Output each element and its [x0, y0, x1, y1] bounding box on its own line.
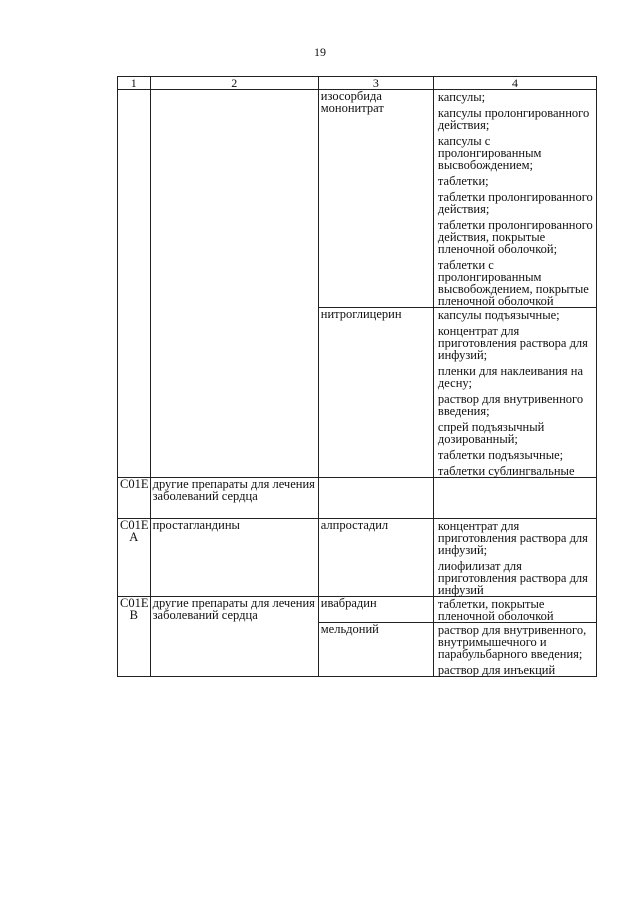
- dosage-form: капсулы;: [437, 90, 486, 104]
- dosage-form: капсулы с пролонгированным высвобождением;: [437, 134, 542, 172]
- column-header: 1: [118, 77, 151, 90]
- column-header: 4: [433, 77, 596, 90]
- page-number: 19: [314, 45, 326, 59]
- group-cell: другие препараты для лечения заболеваний сердца: [150, 597, 318, 677]
- dosage-form: лиофилизат для приготовления раствора для инфузий: [437, 559, 588, 597]
- atc-code-cell: C01E B: [118, 597, 151, 677]
- dosage-forms-cell: [433, 519, 596, 597]
- group-cell: простагландины: [150, 519, 318, 597]
- dosage-form: капсулы пролонгированного действия;: [437, 106, 590, 132]
- substance-cell: алпростадил: [318, 519, 433, 597]
- dosage-forms-cell: [433, 90, 596, 308]
- dosage-form: спрей подъязычный дозированный;: [437, 420, 545, 446]
- substance-cell: мельдоний: [318, 623, 433, 677]
- column-header: 2: [150, 77, 318, 90]
- atc-code-cell: [118, 90, 151, 478]
- table-row: [118, 597, 597, 623]
- table-row: [118, 519, 597, 597]
- dosage-forms-cell: [433, 308, 596, 478]
- table-row: [118, 478, 597, 519]
- dosage-form: раствор для внутривенного, внутримышечного и парабульбарного введения;: [437, 623, 587, 661]
- column-header: 3: [318, 77, 433, 90]
- dosage-form: концентрат для приготовления раствора для инфузий;: [437, 324, 588, 362]
- dosage-form: раствор для внутривенного введения;: [437, 392, 584, 418]
- dosage-forms-cell: [433, 623, 596, 677]
- dosage-form: таблетки, покрытые пленочной оболочкой: [437, 597, 554, 623]
- group-cell: другие препараты для лечения заболеваний сердца: [150, 478, 318, 519]
- dosage-form: концентрат для приготовления раствора для инфузий;: [437, 519, 588, 557]
- dosage-form: таблетки с пролонгированным высвобождением, покрытые пленочной оболочкой: [437, 258, 589, 308]
- drug-table: [117, 76, 597, 677]
- substance-cell: нитроглицерин: [318, 308, 433, 478]
- dosage-form: капсулы подъязычные;: [437, 308, 560, 322]
- dosage-form: таблетки;: [437, 174, 489, 188]
- atc-code-cell: C01E A: [118, 519, 151, 597]
- substance-cell: изосорбида мононитрат: [318, 90, 433, 308]
- dosage-form: пленки для наклеивания на десну;: [437, 364, 584, 390]
- dosage-form: раствор для инъекций: [437, 663, 556, 677]
- atc-code-cell: C01E: [118, 478, 151, 519]
- dosage-form: таблетки пролонгированного действия;: [437, 190, 593, 216]
- dosage-form: таблетки сублингвальные: [437, 464, 575, 478]
- dosage-forms-cell: [433, 597, 596, 623]
- dosage-form: таблетки подъязычные;: [437, 448, 564, 462]
- substance-cell: ивабрадин: [318, 597, 433, 623]
- dosage-form: таблетки пролонгированного действия, покрытые пленочной оболочкой;: [437, 218, 593, 256]
- table-row: [118, 90, 597, 308]
- header-row: [118, 77, 597, 90]
- substance-cell: [318, 478, 433, 519]
- group-cell: [150, 90, 318, 478]
- dosage-forms-cell: [433, 478, 596, 519]
